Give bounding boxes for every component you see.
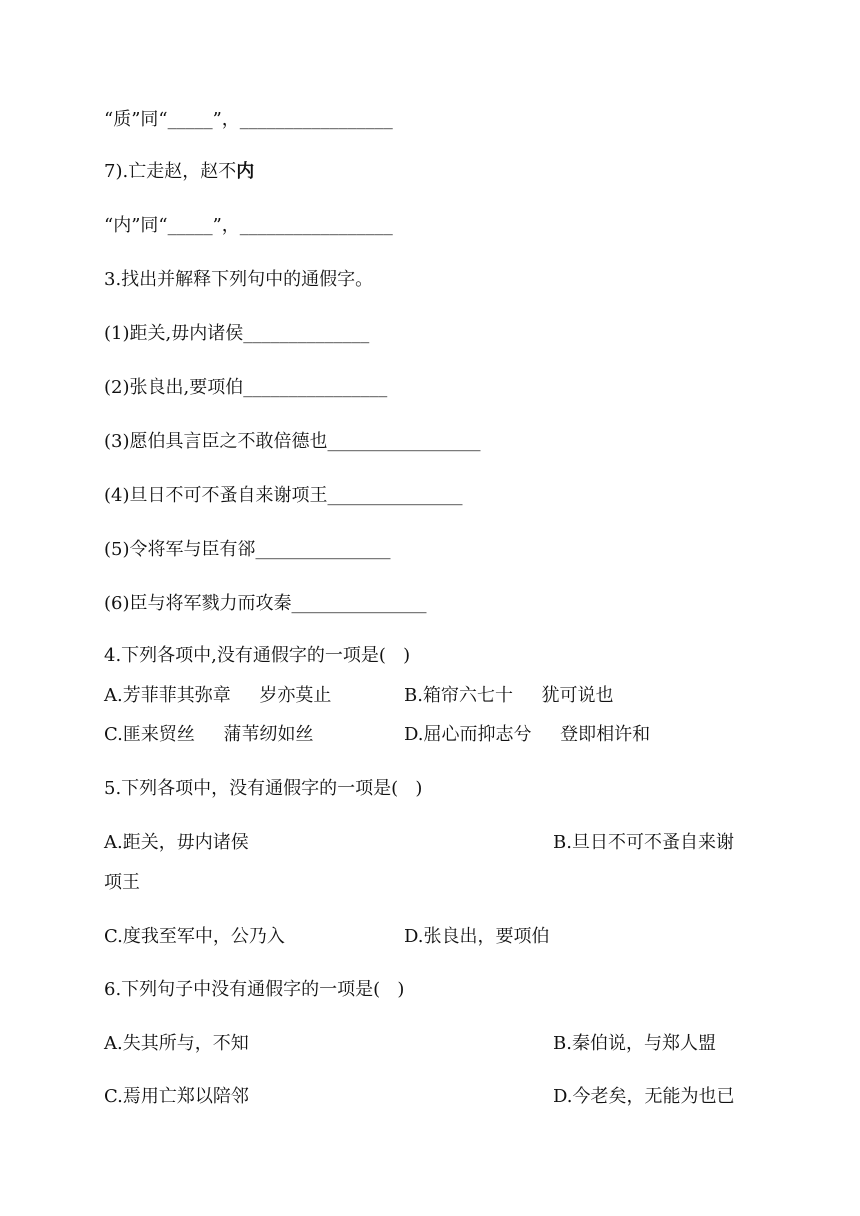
question-6-option-b: B.秦伯说，与郑人盟 xyxy=(553,1033,716,1054)
sentence-7-bold-char: 内 xyxy=(236,161,255,182)
question-5-option-d: D.张良出，要项伯 xyxy=(404,926,550,947)
question-5-option-a: A.距关，毋内诸侯 xyxy=(104,832,249,853)
question-4-title: 4.下列各项中,没有通假字的一项是( ) xyxy=(104,645,411,666)
question-3-item-1: (1)距关,毋内诸侯______________ xyxy=(104,323,370,344)
sentence-7-text: 7).亡走赵，赵不 xyxy=(104,161,237,182)
question-4-option-c: C.匪来贸丝 蒲苇纫如丝 xyxy=(104,724,314,745)
question-3-item-6: (6)臣与将军戮力而攻秦_______________ xyxy=(104,593,427,614)
blank-line-nei: “内”同“_____”，_________________ xyxy=(104,215,393,236)
question-3-title: 3.找出并解释下列句中的通假字。 xyxy=(104,269,374,290)
question-5-title: 5.下列各项中，没有通假字的一项是( ) xyxy=(104,778,423,799)
blank-line-zhi: “质”同“_____”，_________________ xyxy=(104,109,393,130)
question-3-item-4: (4)旦日不可不蚤自来谢项王_______________ xyxy=(104,485,463,506)
question-5-option-b-continued: 项王 xyxy=(104,872,140,893)
question-5-option-b: B.旦日不可不蚤自来谢 xyxy=(553,832,734,853)
question-4-option-b: B.箱帘六七十 犹可说也 xyxy=(404,685,614,706)
question-3-item-5: (5)令将军与臣有郤_______________ xyxy=(104,539,391,560)
question-4-option-a: A.芳菲菲其弥章 岁亦莫止 xyxy=(104,685,332,706)
question-6-option-c: C.焉用亡郑以陪邻 xyxy=(104,1086,249,1107)
question-6-option-d: D.今老矣，无能为也已 xyxy=(553,1086,735,1107)
question-5-option-c: C.度我至军中，公乃入 xyxy=(104,926,285,947)
question-4-option-d: D.屈心而抑志兮 登即相许和 xyxy=(404,724,651,745)
question-6-option-a: A.失其所与，不知 xyxy=(104,1033,249,1054)
sentence-7 xyxy=(104,160,254,184)
question-3-item-2: (2)张良出,要项伯________________ xyxy=(104,377,388,398)
question-3-item-3: (3)愿伯具言臣之不敢倍德也_________________ xyxy=(104,431,481,452)
question-6-title: 6.下列句子中没有通假字的一项是( ) xyxy=(104,979,405,1000)
